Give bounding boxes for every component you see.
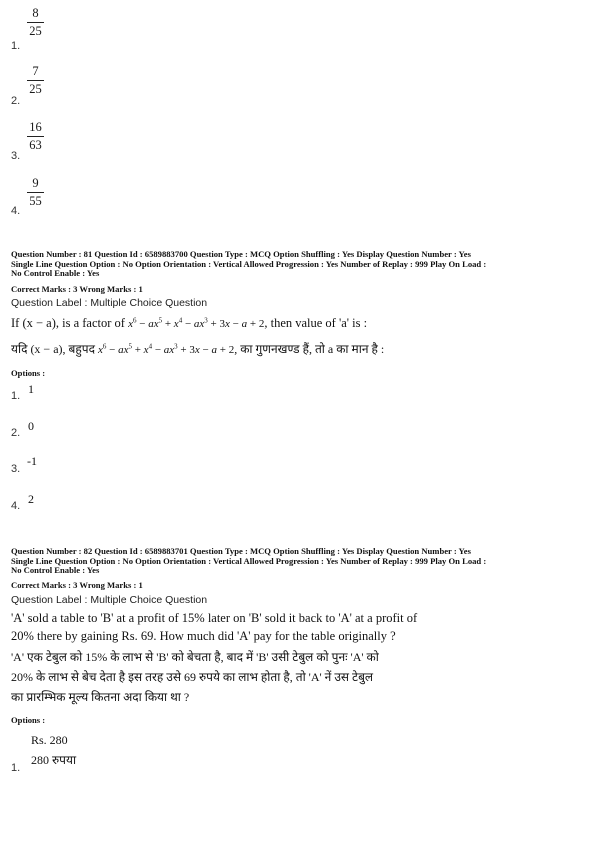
question-text-hindi: का प्रारम्भिक मूल्य कितना अदा किया था ? bbox=[11, 690, 190, 704]
option-number: 1. bbox=[11, 390, 21, 402]
metadata-line: No Control Enable : Yes bbox=[11, 565, 100, 576]
prev-option-number: 1. bbox=[11, 40, 21, 52]
fraction-numerator: 16 bbox=[29, 120, 42, 134]
question-label: Question Label : Multiple Choice Question bbox=[11, 297, 208, 309]
option-value[interactable]: 1 bbox=[28, 382, 34, 396]
option-number: 2. bbox=[11, 427, 21, 439]
option-value[interactable]: -1 bbox=[27, 454, 37, 468]
fraction-bar bbox=[27, 136, 44, 137]
fraction-bar bbox=[27, 192, 44, 193]
question-label: Question Label : Multiple Choice Question bbox=[11, 594, 208, 606]
options-header: Options : bbox=[11, 368, 46, 378]
fraction-bar bbox=[27, 80, 44, 81]
question-text-prefix: If (x − a), is a factor of bbox=[11, 316, 125, 330]
prev-option-fraction[interactable] bbox=[27, 120, 44, 153]
option-number: 3. bbox=[11, 463, 21, 475]
prev-option-number: 3. bbox=[11, 150, 21, 162]
polynomial-expression: $x^6 - ax^5 + x^4 - ax^3 + 3x - a + 2$ bbox=[128, 316, 265, 330]
prev-option-number: 2. bbox=[11, 95, 21, 107]
option-value[interactable]: 0 bbox=[28, 419, 34, 433]
prev-option-fraction[interactable] bbox=[27, 64, 44, 97]
fraction-numerator: 9 bbox=[32, 176, 39, 190]
marks-line: Correct Marks : 3 Wrong Marks : 1 bbox=[11, 580, 143, 590]
prev-option-number: 4. bbox=[11, 205, 21, 217]
option-value[interactable]: 2 bbox=[28, 492, 34, 506]
question-text-hindi bbox=[11, 340, 384, 357]
polynomial-expression: $x^6 - ax^5 + x^4 - ax^3 + 3x - a + 2$ bbox=[97, 342, 235, 356]
question-text-prefix: यदि (x − a), बहुपद bbox=[11, 342, 95, 356]
fraction-numerator: 7 bbox=[32, 64, 39, 78]
fraction-denominator: 25 bbox=[29, 24, 42, 38]
option-number: 4. bbox=[11, 500, 21, 512]
option-value-hindi[interactable]: 280 रुपया bbox=[31, 753, 77, 767]
fraction-numerator: 8 bbox=[32, 6, 39, 20]
metadata-line: Single Line Question Option : No Option Orientation : Vertical Allowed Progression : Yes Number of Replay : 999 Play On Load : bbox=[11, 555, 487, 566]
marks-line: Correct Marks : 3 Wrong Marks : 1 bbox=[11, 284, 143, 294]
question-text-hindi: 'A' एक टेबुल को 15% के लाभ से 'B' को बेचता है, बाद में 'B' उसी टेबुल को पुनः 'A' को bbox=[11, 650, 379, 664]
question-text-hindi: 20% के लाभ से बेच देता है इस तरह उसे 69 रुपये का लाभ होता है, तो 'A' नें उस टेबुल bbox=[11, 670, 374, 684]
fraction-denominator: 55 bbox=[29, 194, 42, 208]
question-text-suffix: , then value of 'a' is : bbox=[264, 316, 368, 330]
metadata-line: No Control Enable : Yes bbox=[11, 268, 100, 279]
option-value-english[interactable]: Rs. 280 bbox=[31, 733, 68, 747]
options-header: Options : bbox=[11, 715, 46, 725]
question-text-suffix: , का गुणनखण्ड हैं, तो a का मान है : bbox=[234, 342, 385, 356]
metadata-line: Single Line Question Option : No Option Orientation : Vertical Allowed Progression : Yes Number of Replay : 999 Play On Load : bbox=[11, 258, 487, 269]
prev-option-fraction[interactable] bbox=[27, 176, 44, 209]
question-text-english: 'A' sold a table to 'B' at a profit of 15% later on 'B' sold it back to 'A' at a profit of bbox=[11, 611, 418, 625]
question-text-english: 20% there by gaining Rs. 69. How much did 'A' pay for the table originally ? bbox=[11, 629, 396, 643]
question-metadata bbox=[11, 250, 586, 279]
question-metadata bbox=[11, 547, 586, 576]
question-text-english bbox=[11, 316, 367, 331]
prev-option-fraction[interactable] bbox=[27, 6, 44, 39]
fraction-denominator: 25 bbox=[29, 82, 42, 96]
fraction-bar bbox=[27, 22, 44, 23]
metadata-line: Question Number : 82 Question Id : 6589883701 Question Type : MCQ Option Shuffling : Yes Display Question Number : Yes bbox=[11, 546, 471, 556]
option-number: 1. bbox=[11, 762, 21, 774]
fraction-denominator: 63 bbox=[29, 138, 42, 152]
metadata-line: Question Number : 81 Question Id : 6589883700 Question Type : MCQ Option Shuffling : Yes Display Question Number : Yes bbox=[11, 249, 471, 259]
